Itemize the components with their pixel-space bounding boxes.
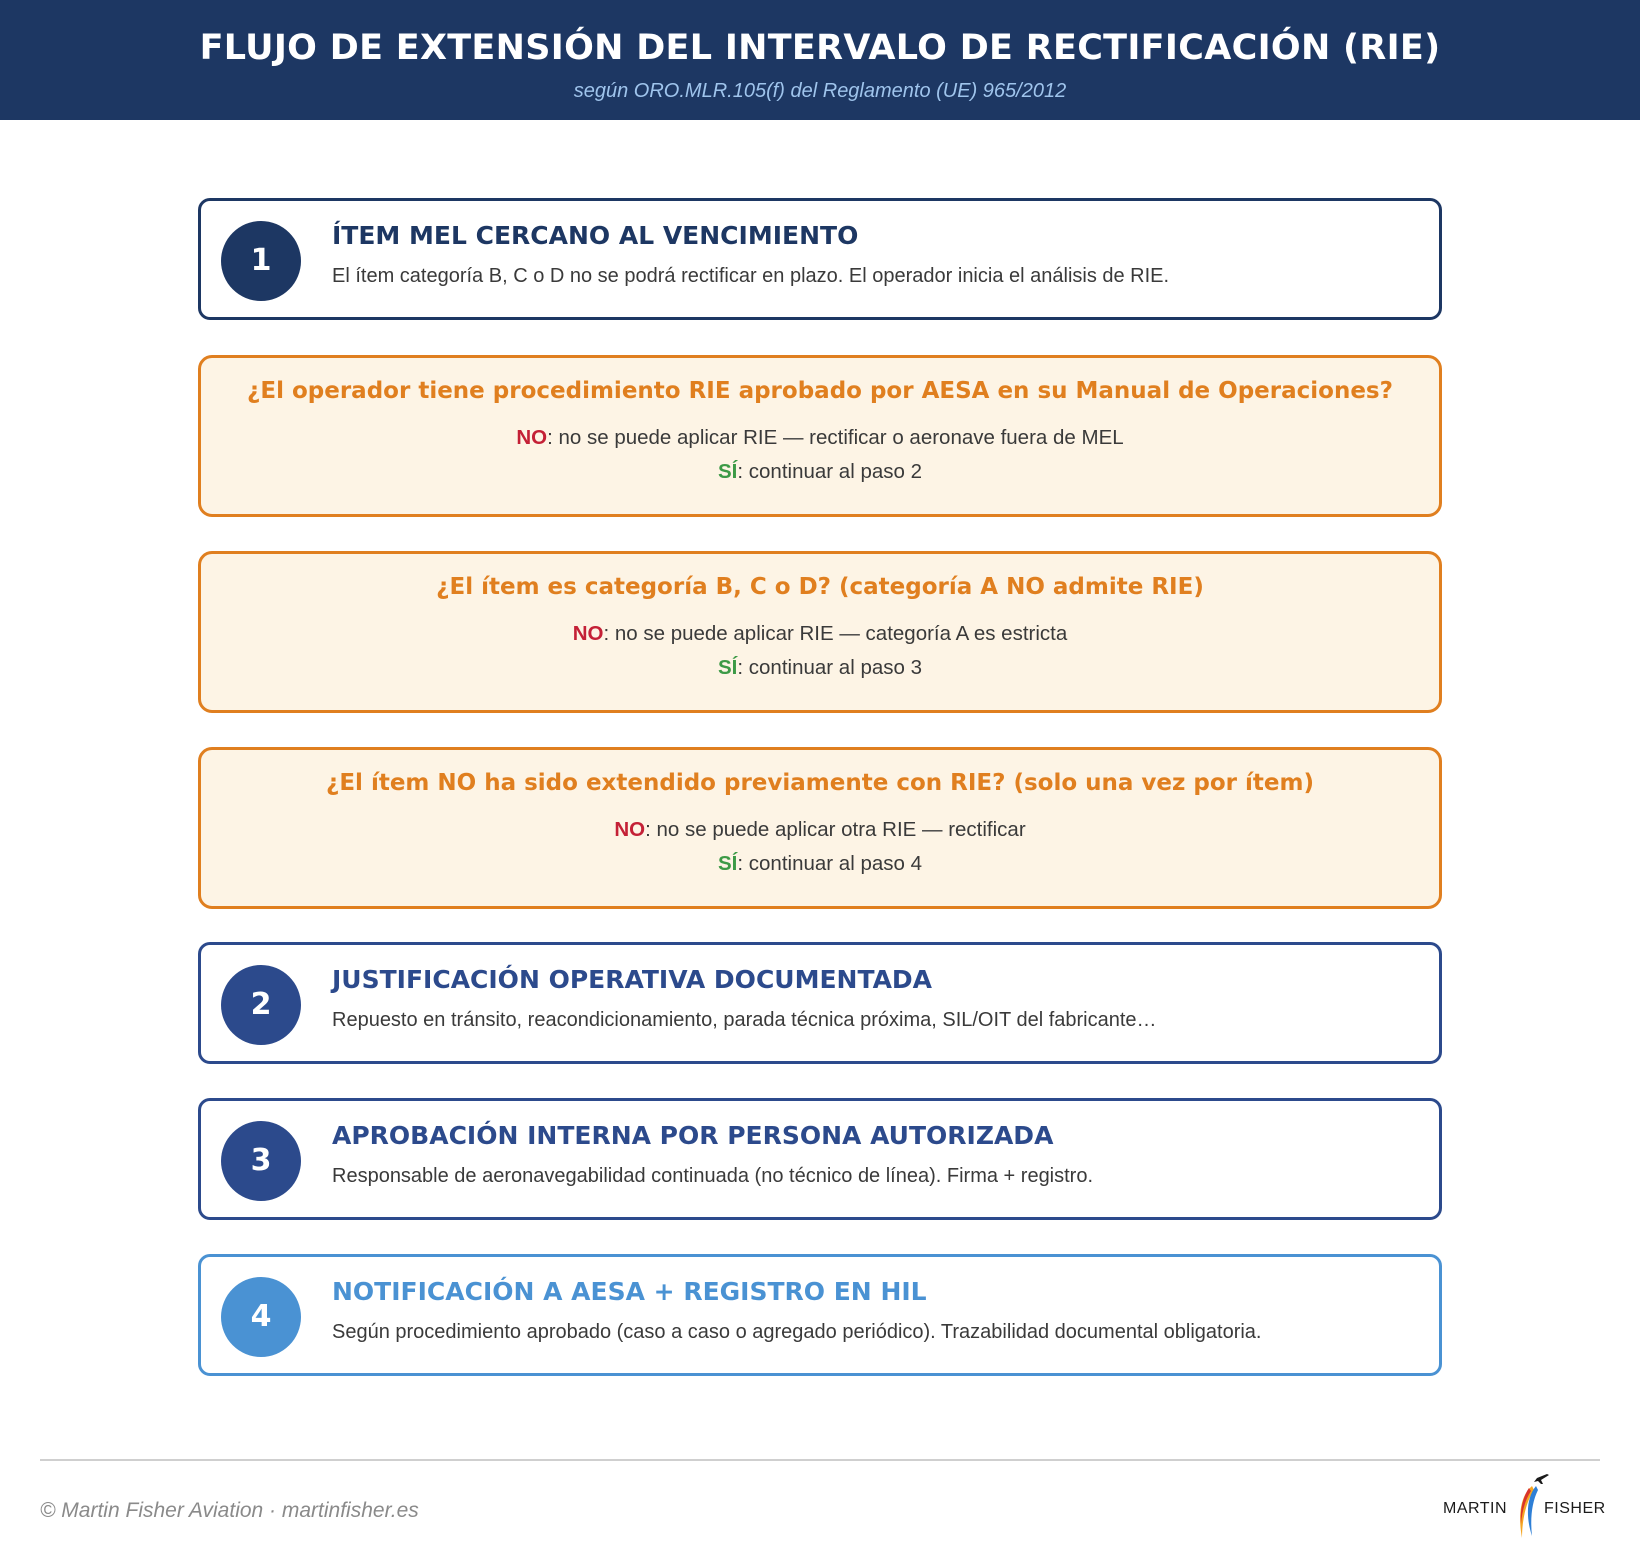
yes-answer-text: : continuar al paso 3 (737, 656, 922, 679)
no-label: NO (614, 818, 646, 841)
step-1-title: ÍTEM MEL CERCANO AL VENCIMIENTO (332, 221, 859, 250)
step-4-title: NOTIFICACIÓN A AESA + REGISTRO EN HIL (332, 1277, 927, 1306)
no-answer-text: : no se puede aplicar RIE — categoría A es estricta (603, 622, 1068, 645)
step-2-number-badge: 2 (221, 965, 301, 1045)
yes-label: SÍ (718, 656, 738, 679)
logo-text-fisher: FISHER (1544, 1500, 1606, 1517)
yes-label: SÍ (718, 460, 738, 483)
question-2-box (198, 551, 1442, 713)
step-2-box (198, 942, 1442, 1064)
question-3-yes-answer (201, 852, 1439, 876)
no-label: NO (572, 622, 604, 645)
step-4-number-badge: 4 (221, 1277, 301, 1357)
yes-answer-text: : continuar al paso 2 (737, 460, 922, 483)
question-1-box (198, 355, 1442, 517)
logo-text-martin: MARTIN (1443, 1500, 1508, 1517)
no-answer-text: : no se puede aplicar RIE — rectificar o aeronave fuera de MEL (547, 426, 1124, 449)
step-1-description: El ítem categoría B, C o D no se podrá rectificar en plazo. El operador inicia el análisis de RIE. (332, 265, 1170, 287)
step-3-box (198, 1098, 1442, 1220)
brand-logo (1440, 1472, 1610, 1542)
page-subtitle: según ORO.MLR.105(f) del Reglamento (UE) 965/2012 (573, 80, 1067, 102)
step-3-description: Responsable de aeronavegabilidad continuada (no técnico de línea). Firma + registro. (332, 1165, 1094, 1187)
step-3-number-badge: 3 (221, 1121, 301, 1201)
question-1-title: ¿El operador tiene procedimiento RIE aprobado por AESA en su Manual de Operaciones? (247, 378, 1393, 404)
step-2-title: JUSTIFICACIÓN OPERATIVA DOCUMENTADA (332, 965, 933, 994)
question-2-yes-answer (201, 656, 1439, 680)
step-2-description: Repuesto en tránsito, reacondicionamiento, parada técnica próxima, SIL/OIT del fabricante… (332, 1009, 1157, 1031)
no-answer-text: : no se puede aplicar otra RIE — rectificar (645, 818, 1026, 841)
step-4-description: Según procedimiento aprobado (caso a caso o agregado periódico). Trazabilidad documental obligatoria. (332, 1321, 1262, 1343)
step-3-title: APROBACIÓN INTERNA POR PERSONA AUTORIZADA (332, 1121, 1054, 1150)
question-3-title: ¿El ítem NO ha sido extendido previamente con RIE? (solo una vez por ítem) (326, 770, 1314, 796)
question-2-no-answer (201, 622, 1439, 646)
step-1-number-badge: 1 (221, 221, 301, 301)
yes-label: SÍ (718, 852, 738, 875)
header-banner (0, 0, 1640, 120)
question-3-box (198, 747, 1442, 909)
footer-divider (40, 1459, 1600, 1461)
question-1-no-answer (201, 426, 1439, 450)
question-2-title: ¿El ítem es categoría B, C o D? (categoría A NO admite RIE) (436, 574, 1204, 600)
no-label: NO (516, 426, 548, 449)
question-1-yes-answer (201, 460, 1439, 484)
footer-copyright: © Martin Fisher Aviation · martinfisher.es (40, 1499, 419, 1522)
page-title: FLUJO DE EXTENSIÓN DEL INTERVALO DE RECTIFICACIÓN (RIE) (199, 28, 1441, 68)
step-1-box (198, 198, 1442, 320)
step-4-box (198, 1254, 1442, 1376)
question-3-no-answer (201, 818, 1439, 842)
yes-answer-text: : continuar al paso 4 (737, 852, 922, 875)
